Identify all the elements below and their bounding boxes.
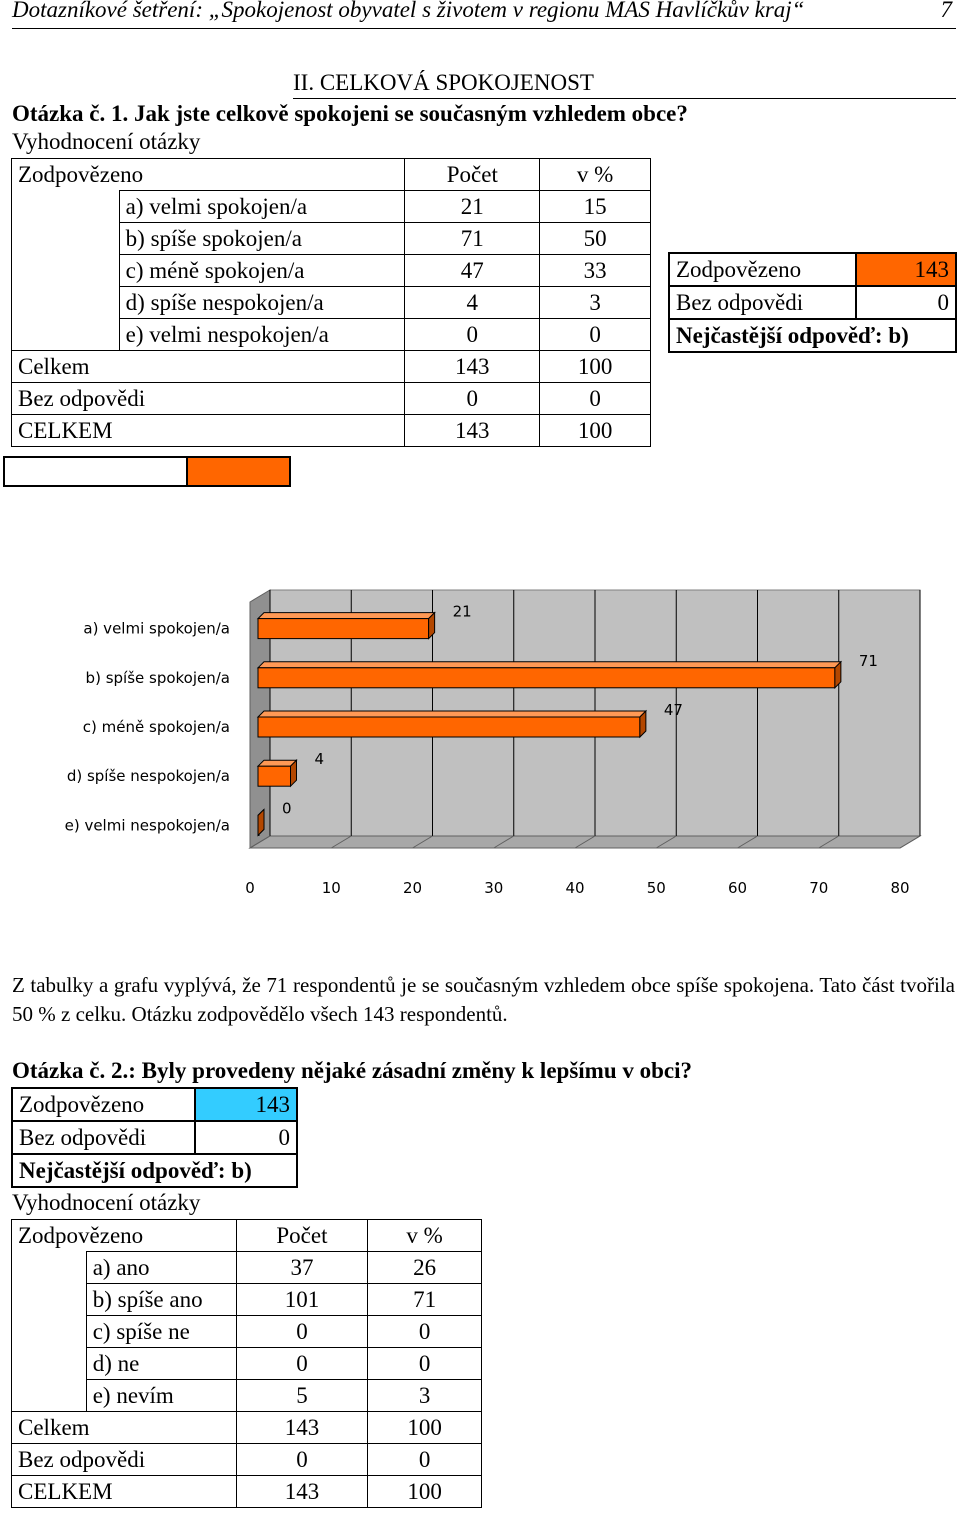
q2-summary-box — [11, 1087, 298, 1188]
answer-label: e) nevím — [86, 1380, 236, 1412]
total-percent: 100 — [540, 351, 651, 383]
bar — [258, 766, 291, 786]
data-label: 21 — [452, 602, 472, 621]
bar — [258, 717, 640, 737]
total-percent: 0 — [540, 383, 651, 415]
x-tick-label: 20 — [402, 879, 423, 897]
answer-percent: 3 — [368, 1380, 482, 1412]
document-header: Dotazníkové šetření: „Spokojenost obyvatel s životem v regionu MAS Havlíčkův kraj“ — [12, 0, 805, 22]
data-label: 0 — [282, 799, 292, 818]
header-answered: Zodpovězeno — [12, 1220, 237, 1252]
category-label: d) spíše nespokojen/a — [66, 767, 230, 786]
page-number: 7 — [940, 0, 952, 22]
answer-percent: 3 — [540, 287, 651, 319]
answer-percent: 0 — [540, 319, 651, 351]
total-count: 0 — [405, 383, 540, 415]
total-percent: 0 — [368, 1444, 482, 1476]
data-label: 71 — [858, 651, 878, 670]
header-count: Počet — [405, 159, 540, 191]
table-row — [12, 1284, 482, 1316]
answer-count: 101 — [236, 1284, 368, 1316]
answer-count: 21 — [405, 191, 540, 223]
total-label: Celkem — [12, 1412, 237, 1444]
header-percent: v % — [368, 1220, 482, 1252]
q1-conclusion: Z tabulky a grafu vyplývá, že 71 respondentů je se současným vzhledem obce spíše spokojena. Tato část tvořila 50 % z celku. Otázku zodpovědělo všech 143 respondentů. — [12, 973, 955, 1026]
answer-percent: 26 — [368, 1252, 482, 1284]
answer-percent: 50 — [540, 223, 651, 255]
section-title: II. CELKOVÁ SPOKOJENOST — [293, 70, 594, 95]
category-label: e) velmi nespokojen/a — [64, 816, 230, 835]
total-row — [12, 383, 651, 415]
x-tick-label: 30 — [484, 879, 504, 897]
total-row — [12, 351, 651, 383]
answer-label: b) spíše spokojen/a — [119, 223, 405, 255]
table-row — [12, 1252, 482, 1284]
question-2-title: Otázka č. 2.: Byly provedeny nějaké zásadní změny k lepšímu v obci? — [12, 1058, 693, 1083]
header-count: Počet — [236, 1220, 368, 1252]
bar — [258, 619, 429, 639]
q1-bar-chart — [0, 580, 960, 910]
answered-value: 143 — [195, 1088, 297, 1121]
total-count: 143 — [236, 1476, 368, 1508]
bar-top — [258, 662, 841, 668]
answer-count: 0 — [236, 1348, 368, 1380]
table-header-row — [12, 1220, 482, 1252]
x-tick-label: 80 — [890, 879, 910, 897]
no-answer-label: Bez odpovědi — [669, 286, 856, 319]
table-row — [12, 1316, 482, 1348]
total-row — [12, 1412, 482, 1444]
category-label: a) velmi spokojen/a — [83, 619, 230, 638]
data-label: 47 — [663, 701, 683, 719]
total-count: 0 — [236, 1444, 368, 1476]
bar-top — [258, 711, 646, 717]
section-rule — [293, 98, 956, 99]
total-label: Bez odpovědi — [12, 1444, 237, 1476]
no-answer-value: 0 — [195, 1121, 297, 1154]
no-answer-value: 0 — [856, 286, 956, 319]
answer-percent: 0 — [368, 1348, 482, 1380]
x-tick-label: 40 — [565, 879, 585, 897]
total-count: 143 — [236, 1412, 368, 1444]
answer-percent: 0 — [368, 1316, 482, 1348]
x-tick-label: 60 — [727, 879, 748, 897]
q1-results-table — [11, 158, 651, 447]
total-row — [12, 1444, 482, 1476]
answer-label: e) velmi nespokojen/a — [119, 319, 405, 351]
x-tick-label: 50 — [646, 879, 666, 897]
answer-count: 71 — [405, 223, 540, 255]
total-label: Celkem — [12, 351, 405, 383]
table-row — [12, 319, 651, 351]
answer-count: 0 — [405, 319, 540, 351]
category-label: b) spíše spokojen/a — [85, 668, 230, 687]
header-answered: Zodpovězeno — [12, 159, 405, 191]
x-tick-label: 70 — [809, 879, 829, 897]
answer-count: 4 — [405, 287, 540, 319]
answer-label: d) spíše nespokojen/a — [119, 287, 405, 319]
bar — [258, 668, 835, 688]
q2-results-table — [11, 1219, 482, 1508]
table-header-row — [12, 159, 651, 191]
table-row — [12, 255, 651, 287]
answer-percent: 71 — [368, 1284, 482, 1316]
bar-top — [258, 613, 435, 619]
total-percent: 100 — [540, 415, 651, 447]
answer-label: b) spíše ano — [86, 1284, 236, 1316]
answer-label: c) spíše ne — [86, 1316, 236, 1348]
answer-percent: 33 — [540, 255, 651, 287]
table-row — [12, 1348, 482, 1380]
answer-percent: 15 — [540, 191, 651, 223]
q1-evaluation-label: Vyhodnocení otázky — [12, 129, 201, 154]
total-row — [12, 1476, 482, 1508]
total-label: CELKEM — [12, 1476, 237, 1508]
question-1-title: Otázka č. 1. Jak jste celkově spokojeni se současným vzhledem obce? — [12, 101, 688, 126]
most-frequent-answer: Nejčastější odpověď: b) — [669, 319, 956, 352]
most-frequent-answer: Nejčastější odpověď: b) — [12, 1154, 297, 1187]
answer-count: 47 — [405, 255, 540, 287]
total-label: CELKEM — [12, 415, 405, 447]
answered-label: Zodpovězeno — [669, 253, 856, 286]
table-row — [12, 223, 651, 255]
header-percent: v % — [540, 159, 651, 191]
empty-box — [3, 456, 188, 487]
data-label: 4 — [314, 750, 325, 769]
no-answer-label: Bez odpovědi — [12, 1121, 195, 1154]
table-row — [12, 287, 651, 319]
total-percent: 100 — [368, 1476, 482, 1508]
total-row — [12, 415, 651, 447]
q2-evaluation-label: Vyhodnocení otázky — [12, 1190, 201, 1215]
answer-label: c) méně spokojen/a — [119, 255, 405, 287]
answer-label: d) ne — [86, 1348, 236, 1380]
answered-value: 143 — [856, 253, 956, 286]
answer-count: 5 — [236, 1380, 368, 1412]
total-label: Bez odpovědi — [12, 383, 405, 415]
category-label: c) méně spokojen/a — [82, 718, 230, 736]
answer-label: a) ano — [86, 1252, 236, 1284]
table-row — [12, 191, 651, 223]
table-row — [12, 1380, 482, 1412]
header-rule — [12, 28, 956, 29]
q1-summary-box — [668, 252, 957, 353]
x-tick-label: 0 — [245, 879, 255, 897]
answer-label: a) velmi spokojen/a — [119, 191, 405, 223]
answer-count: 0 — [236, 1316, 368, 1348]
answered-label: Zodpovězeno — [12, 1088, 195, 1121]
total-count: 143 — [405, 415, 540, 447]
x-tick-label: 10 — [321, 879, 341, 897]
answer-count: 37 — [236, 1252, 368, 1284]
total-count: 143 — [405, 351, 540, 383]
highlight-box — [188, 456, 291, 487]
total-percent: 100 — [368, 1412, 482, 1444]
